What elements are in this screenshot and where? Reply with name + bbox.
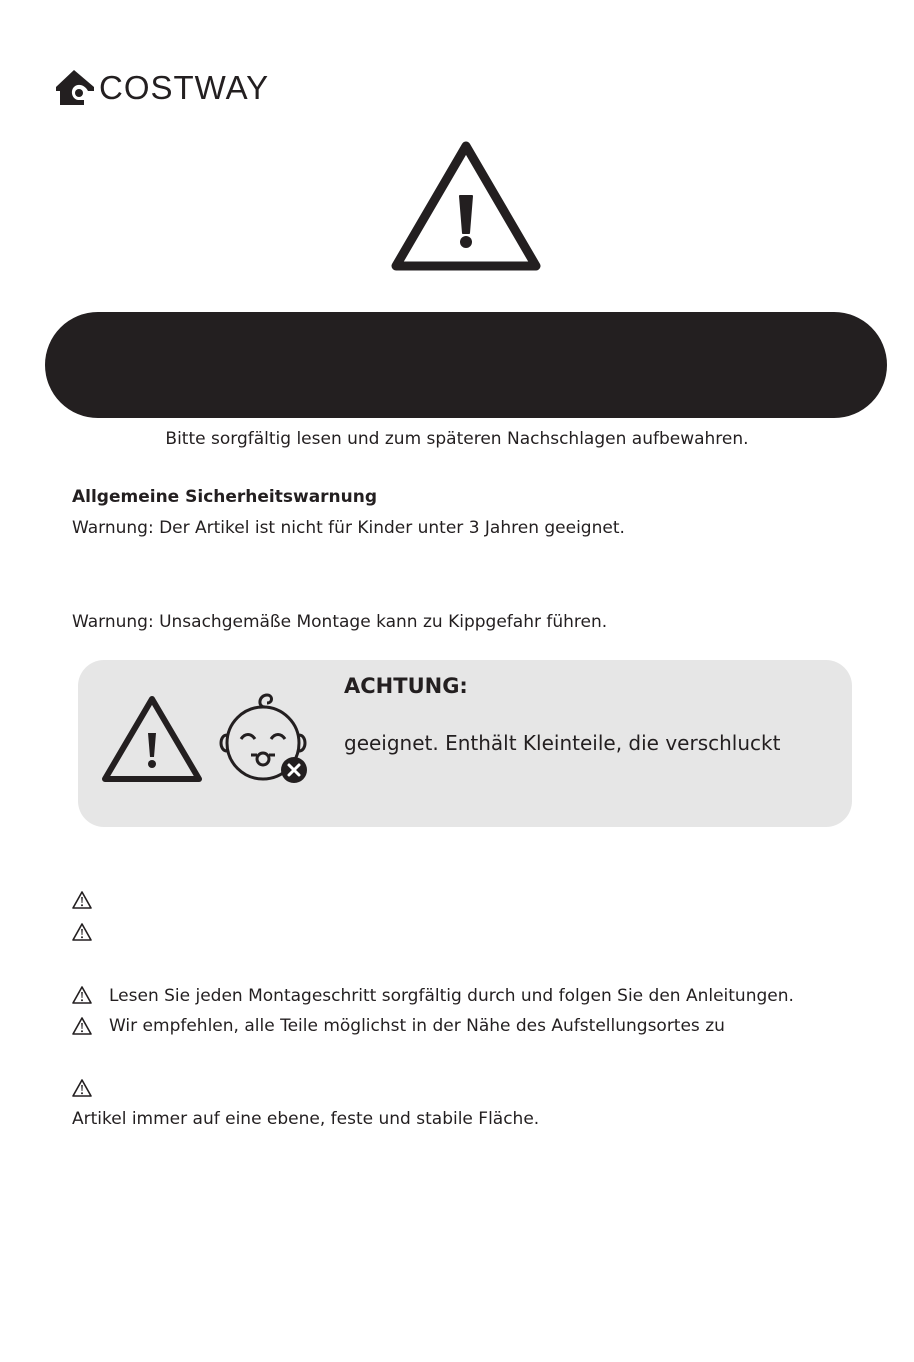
warning-tip-text: Warnung: Unsachgemäße Montage kann zu Kippgefahr führen. [72, 612, 608, 632]
warning-bullet-icon [71, 1078, 93, 1102]
warning-bullet-icon [71, 922, 93, 946]
list-item-surface: Artikel immer auf eine ebene, feste und stabile Fläche. [72, 1109, 540, 1129]
subtitle: Bitte sorgfältig lesen und zum späteren Nachschlagen aufbewahren. [165, 429, 749, 449]
callout-body: geeignet. Enthält Kleinteile, die verschluckt [344, 731, 781, 755]
title-banner [45, 312, 887, 418]
warning-bullet-icon [71, 890, 93, 914]
brand-name: COSTWAY [99, 68, 270, 106]
list-item-read: Lesen Sie jeden Montageschritt sorgfältig durch und folgen Sie den Anleitungen. [109, 986, 794, 1006]
callout-warning-icon [100, 693, 204, 789]
callout-title: ACHTUNG: [344, 674, 468, 698]
general-heading: Allgemeine Sicherheitswarnung [72, 487, 378, 507]
warning-children-text: Warnung: Der Artikel ist nicht für Kinder unter 3 Jahren geeignet. [72, 518, 625, 538]
prohibited-icon [280, 756, 308, 788]
main-warning-icon [390, 138, 542, 276]
brand-logo [54, 66, 269, 108]
list-item-recommend: Wir empfehlen, alle Teile möglichst in der Nähe des Aufstellungsortes zu [109, 1016, 725, 1036]
house-logo-icon [54, 67, 96, 107]
warning-bullet-icon [71, 1016, 93, 1040]
warning-bullet-icon [71, 985, 93, 1009]
